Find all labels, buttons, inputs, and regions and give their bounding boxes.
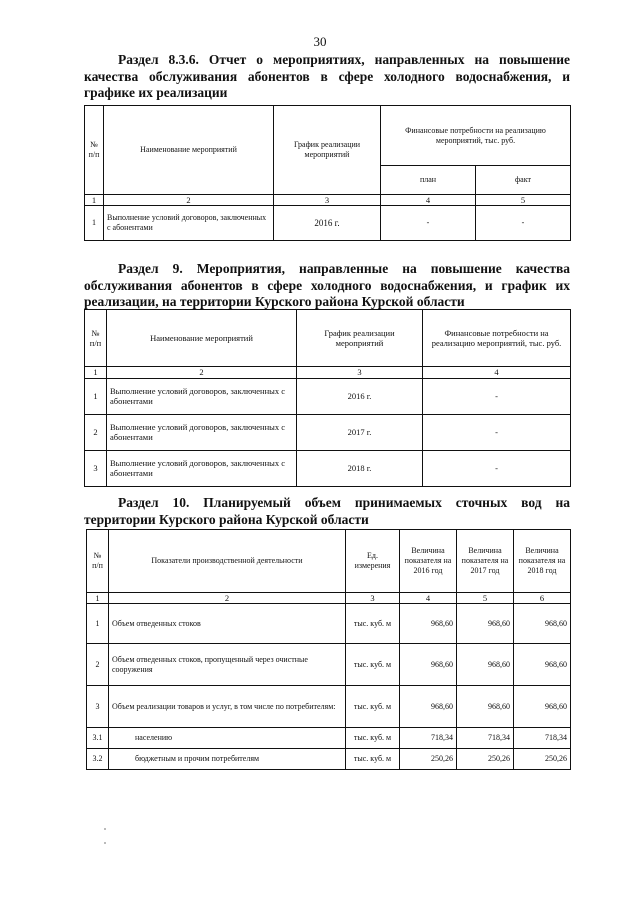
table-row: [85, 450, 571, 486]
row-schedule: 2017 г.: [297, 414, 423, 450]
row-value-2016: 250,26: [400, 749, 457, 770]
col-number: 3: [274, 195, 381, 206]
row-fact: -: [476, 206, 571, 241]
header-2016: Величина показателя на 2016 год: [400, 530, 457, 593]
col-number: 2: [104, 195, 274, 206]
header-indicator: Показатели производственной деятельности: [109, 530, 346, 593]
row-num: 1: [85, 206, 104, 241]
row-schedule: 2018 г.: [297, 450, 423, 486]
header-num: № п/п: [85, 106, 104, 195]
col-number: 6: [514, 593, 571, 604]
row-name: Выполнение условий договоров, заключенных с абонентами: [104, 206, 274, 241]
header-num: № п/п: [87, 530, 109, 593]
col-number: 1: [87, 593, 109, 604]
scan-speck: [104, 828, 106, 830]
header-2017: Величина показателя на 2017 год: [457, 530, 514, 593]
row-plan: -: [381, 206, 476, 241]
col-number: 1: [85, 195, 104, 206]
row-schedule: 2016 г.: [297, 378, 423, 414]
col-number: 3: [297, 367, 423, 379]
col-number: 2: [109, 593, 346, 604]
row-value-2018: 968,60: [514, 644, 571, 686]
row-name: бюджетным и прочим потребителям: [109, 749, 346, 770]
header-name: Наименование мероприятий: [104, 106, 274, 195]
row-value-2017: 968,60: [457, 604, 514, 644]
row-unit: тыс. куб. м: [346, 604, 400, 644]
row-value-2017: 250,26: [457, 749, 514, 770]
row-unit: тыс. куб. м: [346, 749, 400, 770]
row-name: Выполнение условий договоров, заключенных с абонентами: [107, 414, 297, 450]
row-name: населению: [109, 728, 346, 749]
row-unit: тыс. куб. м: [346, 644, 400, 686]
col-number: 5: [457, 593, 514, 604]
header-name: Наименование мероприятий: [107, 310, 297, 367]
row-num: 3.2: [87, 749, 109, 770]
header-plan: план: [381, 166, 476, 195]
header-schedule: График реализации мероприятий: [274, 106, 381, 195]
section-10-title: Раздел 10. Планируемый объем принимаемых сточных вод на территории Курского района Курской области: [84, 495, 570, 527]
row-value-2018: 968,60: [514, 604, 571, 644]
row-finance: -: [423, 450, 571, 486]
row-value-2016: 968,60: [400, 686, 457, 728]
row-num: 1: [87, 604, 109, 644]
row-finance: -: [423, 414, 571, 450]
section-9-table: [84, 309, 571, 487]
row-schedule: 2016 г.: [274, 206, 381, 241]
row-name: Объем отведенных стоков, пропущенный через очистные сооружения: [109, 644, 346, 686]
header-finance: Финансовые потребности на реализацию мероприятий, тыс. руб.: [381, 106, 571, 166]
section-10-table: [86, 529, 571, 770]
col-number: 4: [423, 367, 571, 379]
table-row: [87, 686, 571, 728]
table-row: [87, 604, 571, 644]
row-value-2018: 968,60: [514, 686, 571, 728]
row-value-2016: 718,34: [400, 728, 457, 749]
row-num: 2: [85, 414, 107, 450]
table-row: [85, 414, 571, 450]
header-2018: Величина показателя на 2018 год: [514, 530, 571, 593]
col-number: 3: [346, 593, 400, 604]
row-value-2016: 968,60: [400, 644, 457, 686]
col-number: 2: [107, 367, 297, 379]
row-value-2018: 250,26: [514, 749, 571, 770]
row-value-2017: 968,60: [457, 644, 514, 686]
row-num: 2: [87, 644, 109, 686]
row-finance: -: [423, 378, 571, 414]
table-row: [87, 728, 571, 749]
section-836-table: [84, 105, 571, 241]
col-number: 5: [476, 195, 571, 206]
row-num: 3: [87, 686, 109, 728]
scan-speck: [104, 842, 106, 844]
row-value-2017: 968,60: [457, 686, 514, 728]
row-name: Объем отведенных стоков: [109, 604, 346, 644]
row-name: Выполнение условий договоров, заключенных с абонентами: [107, 450, 297, 486]
header-unit: Ед. измерения: [346, 530, 400, 593]
section-836-title: Раздел 8.3.6. Отчет о мероприятиях, направленных на повышение качества обслуживания абонентов в сфере холодного водоснабжения, и графике их реализации: [84, 52, 570, 100]
row-num: 3: [85, 450, 107, 486]
col-number: 4: [400, 593, 457, 604]
row-unit: тыс. куб. м: [346, 686, 400, 728]
page-number: 30: [313, 34, 327, 49]
table-row: [85, 206, 571, 241]
header-finance: Финансовые потребности на реализацию мероприятий, тыс. руб.: [423, 310, 571, 367]
row-value-2018: 718,34: [514, 728, 571, 749]
row-value-2016: 968,60: [400, 604, 457, 644]
row-name: Выполнение условий договоров, заключенных с абонентами: [107, 378, 297, 414]
col-number: 1: [85, 367, 107, 379]
table-row: [87, 749, 571, 770]
row-name: Объем реализации товаров и услуг, в том числе по потребителям:: [109, 686, 346, 728]
header-num: № п/п: [85, 310, 107, 367]
header-fact: факт: [476, 166, 571, 195]
section-9-title: Раздел 9. Мероприятия, направленные на повышение качества обслуживания абонентов в сфере холодного водоснабжения, и график их реализации, на территории Курского района Курской области: [84, 261, 570, 309]
table-row: [85, 378, 571, 414]
row-unit: тыс. куб. м: [346, 728, 400, 749]
table-row: [87, 644, 571, 686]
row-num: 3.1: [87, 728, 109, 749]
row-num: 1: [85, 378, 107, 414]
row-value-2017: 718,34: [457, 728, 514, 749]
header-schedule: График реализации мероприятий: [297, 310, 423, 367]
col-number: 4: [381, 195, 476, 206]
